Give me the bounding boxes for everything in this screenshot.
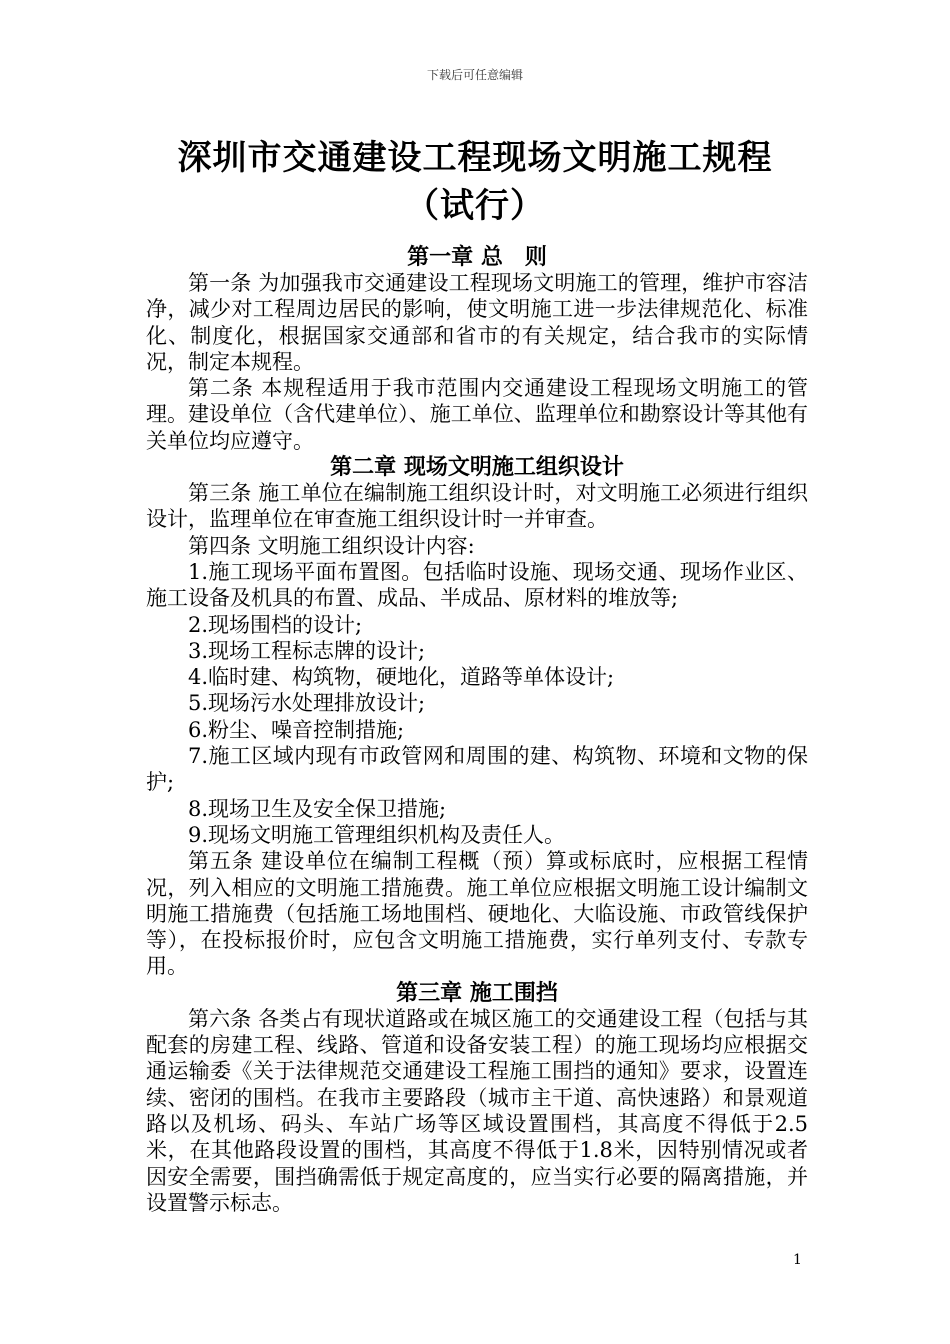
chapter-heading: 第三章 施工围挡 — [396, 979, 558, 1006]
article-paragraph: 第一条 为加强我市交通建设工程现场文明施工的管理，维护市容洁净，减少对工程周边居民的影响，使文明施工进一步法律规范化、标准化、制度化，根据国家交通部和省市的有关规定，结合我市的实际情况，制定本规程。 — [146, 271, 808, 374]
list-item: 6.粉尘、噪音控制措施; — [188, 717, 405, 742]
article-paragraph: 第四条 文明施工组织设计内容: — [188, 533, 475, 558]
article-paragraph: 第六条 各类占有现状道路或在城区施工的交通建设工程（包括与其配套的房建工程、线路、管道和设备安装工程）的施工现场均应根据交通运输委《关于法律规范交通建设工程施工围挡的通知》要求，设置连续、密闭的围档。在我市主要路段（城市主干道、高快速路）和景观道路以及机场、码头、车站广场等区域设置围档，其高度不得低于2.5米，在其他路段设置的围档，其高度不得低于1.8米，因特别情况或者因安全需要，围挡确需低于规定高度的，应当实行必要的隔离措施，并设置警示标志。 — [146, 1006, 808, 1215]
header-note: 下载后可任意编辑 — [426, 68, 523, 82]
article-paragraph: 第二条 本规程适用于我市范围内交通建设工程现场文明施工的管理。建设单位（含代建单位）、施工单位、监理单位和勘察设计等其他有关单位均应遵守。 — [146, 376, 808, 453]
document-subtitle: （试行） — [405, 186, 545, 226]
article-paragraph: 第三条 施工单位在编制施工组织设计时，对文明施工必须进行组织设计，监理单位在审查施工组织设计时一并审查。 — [146, 481, 808, 532]
article-paragraph: 第五条 建设单位在编制工程概（预）算或标底时，应根据工程情况，列入相应的文明施工措施费。施工单位应根据文明施工设计编制文明施工措施费（包括施工场地围档、硬地化、大临设施、市政管线保护等），在投标报价时，应包含文明施工措施费，实行单列支付、专款专用。 — [146, 849, 808, 979]
list-item: 4.临时建、构筑物，硬地化，道路等单体设计; — [188, 665, 615, 690]
document-title: 深圳市交通建设工程现场文明施工规程 — [177, 138, 773, 178]
list-item: 5.现场污水处理排放设计; — [188, 691, 426, 716]
list-item: 1.施工现场平面布置图。包括临时设施、现场交通、现场作业区、施工设备及机具的布置、成品、半成品、原材料的堆放等; — [146, 559, 808, 611]
list-item: 7.施工区域内现有市政管网和周围的建、构筑物、环境和文物的保护; — [146, 744, 808, 795]
list-item: 2.现场围档的设计; — [188, 612, 363, 637]
document-body — [146, 244, 808, 1216]
chapter-heading: 第二章 现场文明施工组织设计 — [330, 454, 624, 481]
list-item: 3.现场工程标志牌的设计; — [188, 638, 426, 663]
chapter-heading: 第一章 总 则 — [407, 244, 547, 270]
page-number: 1 — [793, 1252, 802, 1268]
list-item: 9.现场文明施工管理组织机构及责任人。 — [188, 822, 566, 847]
list-item: 8.现场卫生及安全保卫措施; — [188, 796, 447, 821]
